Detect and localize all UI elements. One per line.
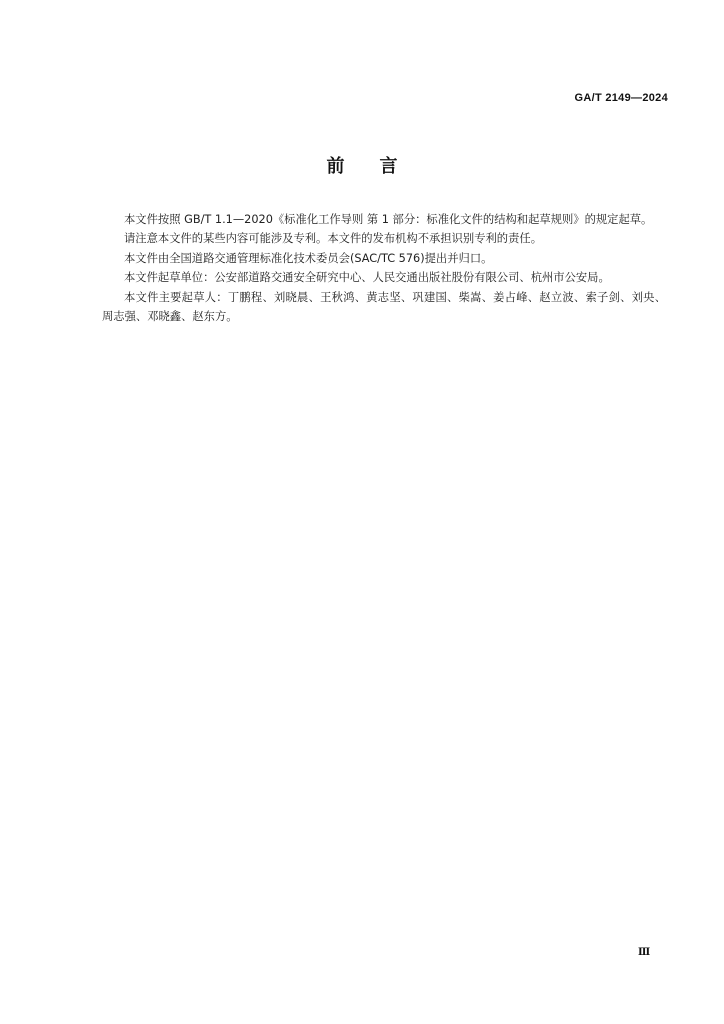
paragraph-drafting-basis: 本文件按照 GB/T 1.1—2020《标准化工作导则 第 1 部分：标准化文件的结构和起草规则》的规定起草。	[124, 213, 653, 226]
page-number: Ⅲ	[638, 947, 651, 958]
document-code: GA/T 2149—2024	[574, 92, 668, 104]
page-title: 前言	[326, 156, 433, 177]
paragraph-patent-notice: 请注意本文件的某些内容可能涉及专利。本文件的发布机构不承担识别专利的责任。	[124, 232, 542, 246]
paragraph-drafters: 本文件主要起草人：丁鹏程、刘晓晨、王秋鸿、黄志坚、巩建国、柴嵩、姜占峰、赵立波、索子剑、刘央、周志强、邓晓鑫、赵东方。	[102, 290, 666, 324]
preface-body	[102, 210, 666, 326]
paragraph-proposer: 本文件由全国道路交通管理标准化技术委员会(SAC/TC 576)提出并归口。	[124, 251, 493, 265]
paragraph-drafting-units: 本文件起草单位：公安部道路交通安全研究中心、人民交通出版社股份有限公司、杭州市公安局。	[124, 271, 610, 285]
